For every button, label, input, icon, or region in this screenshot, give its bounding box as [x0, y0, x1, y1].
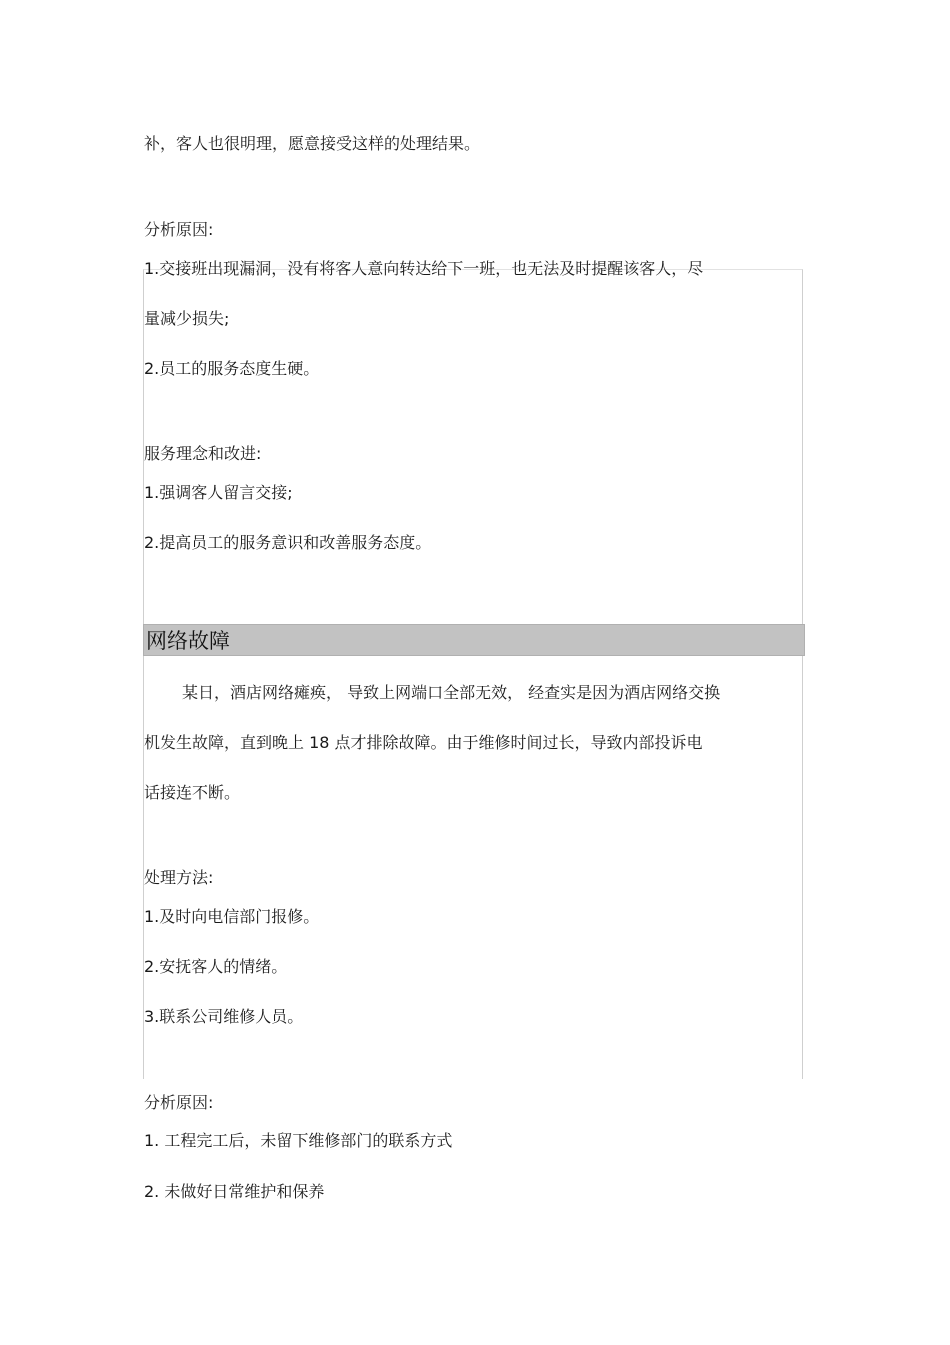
case-paragraph-line: 某日，酒店网络瘫痪， 导致上网端口全部无效， 经查实是因为酒店网络交换 — [182, 683, 721, 702]
list-item: 2.提高员工的服务意识和改善服务态度。 — [144, 533, 432, 552]
list-item: 1.交接班出现漏洞，没有将客人意向转达给下一班，也无法及时提醒该客人，尽 — [144, 259, 704, 278]
list-item: 3.联系公司维修人员。 — [144, 1007, 304, 1026]
list-item: 1.及时向电信部门报修。 — [144, 907, 320, 926]
list-item: 1. 工程完工后，未留下维修部门的联系方式 — [144, 1131, 453, 1150]
case-paragraph-line: 话接连不断。 — [144, 783, 241, 802]
case-title-bar — [143, 624, 805, 656]
section-heading-analysis: 分析原因: — [144, 1093, 214, 1112]
list-item: 量减少损失; — [144, 309, 230, 328]
list-item: 2.安抚客人的情绪。 — [144, 957, 288, 976]
section-heading-handling: 处理方法: — [144, 868, 214, 887]
list-item: 2. 未做好日常维护和保养 — [144, 1182, 325, 1201]
case-paragraph-line: 机发生故障，直到晚上 18 点才排除故障。由于维修时间过长，导致内部投诉电 — [144, 733, 703, 752]
list-item: 2.员工的服务态度生硬。 — [144, 359, 320, 378]
section-heading-improvement: 服务理念和改进: — [144, 444, 262, 463]
list-item: 1.强调客人留言交接; — [144, 483, 293, 502]
continuation-text: 补，客人也很明理，愿意接受这样的处理结果。 — [144, 134, 481, 153]
case-title: 网络故障 — [146, 629, 230, 653]
section-heading-analysis: 分析原因: — [144, 220, 214, 239]
